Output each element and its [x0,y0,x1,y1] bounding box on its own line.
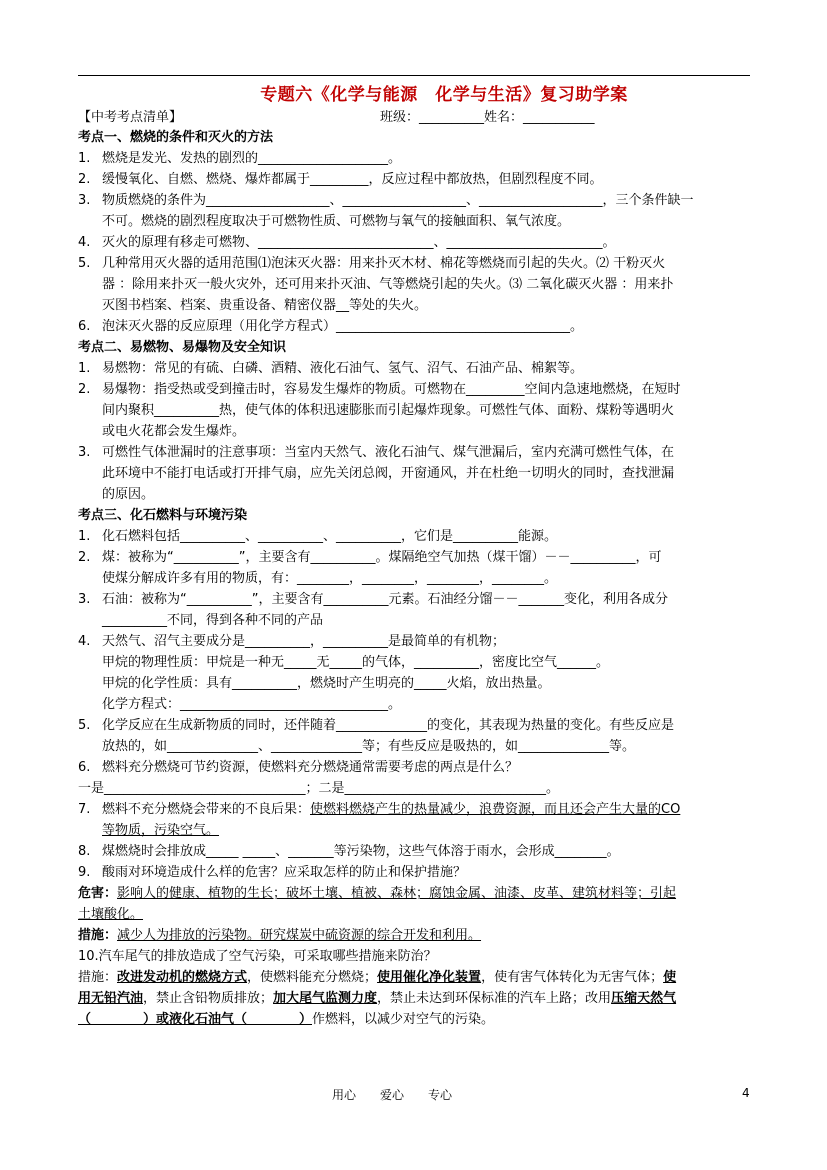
m10-c2: 作燃料，以减少对空气的污染。 [312,1012,495,1027]
list-label: 【中考考点清单】 [78,110,183,125]
list-item [78,757,750,778]
item-line: 甲烷的化学性质：具有__________，燃烧时产生明亮的_____火焰，放出热量。 [102,676,551,691]
item-number: 1. [78,361,91,376]
section-heading: 考点二、易燃物、易爆物及安全知识 [78,340,287,355]
q7 [78,799,750,841]
q7-question: 燃料不充分燃烧会带来的不良后果： [102,802,311,817]
item-line: 甲烷的物理性质：甲烷是一种无_____无_____的气体，__________，密度比空气______。 [102,655,610,670]
item-number: 2. [78,382,91,397]
m10-line-3 [78,1009,750,1030]
item-line: 化石燃料包括__________、__________、__________，它们是__________能源。 [102,529,558,544]
item-line: 可燃性气体泄漏时的注意事项：当室内天然气、液化石油气、煤气泄漏后，室内充满可燃性气体，在 [102,445,675,460]
measure-line [78,925,750,946]
item-number: 2. [78,550,91,565]
footer-motto: 用心 爱心 专心 [332,1088,453,1102]
item-line: 易燃物：常见的有硫、白磷、酒精、液化石油气、氢气、沼气、石油产品、棉絮等。 [102,361,584,376]
q7-answer-cont: 等物质，污染空气。 [102,823,220,838]
harm-label: 危害： [78,886,118,901]
item-line: 或电火花都会发生爆炸。 [102,424,246,439]
item-line: 缓慢氧化、自燃、燃烧、爆炸都属于_________，反应过程中都放热，但剧烈程度不同。 [102,172,603,187]
item-line: 易爆物：指受热或受到撞击时，容易发生爆炸的物质。可燃物在_________空间内急速地燃烧，在短时 [102,382,681,397]
m10-a1: 改进发动机的燃烧方式 [117,970,248,985]
item-number: 6. [78,319,91,334]
item-line: 灭火的原理有移走可燃物、___________________________、________________________。 [102,235,616,250]
m10-a5: 使 [663,970,677,985]
item-line: 天然气、沼气主要成分是__________，__________是最简单的有机物； [102,634,506,649]
item-number: 2. [78,172,91,187]
item-number: 1. [78,151,91,166]
item-line: 煤：被称为“__________”，主要含有__________。煤隔绝空气加热（煤干馏）－－__________，可 [102,550,662,565]
item-number: 4. [78,235,91,250]
q7-answer: 使燃料燃烧产生的热量减少，浪费资源，而且还会产生大量的CO [310,802,681,817]
item-line: 间内聚积__________热，使气体的体积迅速膨胀而引起爆炸现象。可燃性气体、面粉、煤粉等遇明火 [102,403,675,418]
list-item [78,631,750,715]
item-line: 几种常用灭火器的适用范围⑴泡沫灭火器：用来扑灭木材、棉花等燃烧而引起的失火。⑵ 干粉灭火 [102,256,666,271]
m10-label: 措施： [78,970,118,985]
document-title: 专题六《化学与能源 化学与生活》复习助学案 [260,85,628,105]
item-line: 石油：被称为“__________”，主要含有__________元素。石油经分馏－－_______变化，利用各成分 [102,592,668,607]
list-item [78,715,750,757]
list-item [78,316,750,337]
list-item [78,190,750,232]
q9 [78,862,750,883]
measure-text: 减少人为排放的污染物。研究煤炭中硫资源的综合开发和利用。 [117,928,482,943]
q8 [78,841,750,862]
header-line [78,106,750,125]
m10-b3: 加大尾气监测力度 [273,991,378,1006]
m10-a4: ，使有害气体转化为无害气体； [481,970,664,985]
item-number: 3. [78,592,91,607]
m10-line-1 [78,967,750,988]
list-item [78,169,750,190]
q6-answer-line: 一是_______________________________；二是_______________________________。 [78,781,560,796]
measure-label: 措施： [78,928,118,943]
item-line: __________不同，得到各种不同的产品 [102,613,324,628]
m10-b4: ，禁止未达到环保标准的汽车上路；改用 [377,991,612,1006]
item-number: 1. [78,529,91,544]
m10-c1: （ ）或液化石油气（ ） [78,1012,313,1027]
page-number: 4 [742,1086,750,1100]
harm-line [78,883,750,904]
item-line: 物质燃烧的条件为___________________、___________________、___________________，三个条件缺一 [102,193,694,208]
item-line: 的原因。 [102,487,155,502]
item-line: 化学反应在生成新物质的同时，还伴随着______________的变化，其表现为热量的变化。有些反应是 [102,718,675,733]
item-number: 6. [78,760,91,775]
q8-text: 煤燃烧时会排放成_____ _____、_______等污染物，这些气体溶于雨水，会形成________。 [102,844,620,859]
item-line: 泡沫灭火器的反应原理（用化学方程式）____________________________________。 [102,319,584,334]
harm-text: 影响人的健康、植物的生长；破坏土壤、植被、森林；腐蚀金属、油漆、皮革、建筑材料等；引起 [117,886,677,901]
class-name-line: 班级：__________姓名：___________ [380,110,595,125]
list-item [78,148,750,169]
item-number: 5. [78,718,91,733]
section-heading: 考点一、燃烧的条件和灭火的方法 [78,130,274,145]
list-item [78,232,750,253]
sections [78,127,750,778]
list-item [78,379,750,442]
m10-b2: ，禁止含铅物质排放； [143,991,274,1006]
content [78,127,750,1030]
header-rule [78,75,750,76]
q8-number: 8. [78,844,91,859]
list-item [78,253,750,316]
m10-a3: 使用催化净化装置 [377,970,482,985]
m10-b1: 用无铅汽油 [78,991,144,1006]
item-number: 3. [78,445,91,460]
q9-number: 9. [78,865,91,880]
item-line: 燃烧是发光、发热的剧烈的____________________。 [102,151,402,166]
item-line: 使煤分解成许多有用的物质，有：________，________，________，________。 [102,571,558,586]
item-line: 化学方程式：________________________________。 [102,697,402,712]
item-line: 放热的，如______________、______________等；有些反应是吸热的，如______________等。 [102,739,636,754]
list-item [78,358,750,379]
m10-a2: ，使燃料能充分燃烧； [247,970,378,985]
q7-number: 7. [78,802,91,817]
item-line: 燃料充分燃烧可节约资源，使燃料充分燃烧通常需要考虑的两点是什么？ [102,760,519,775]
harm-text-cont: 土壤酸化。 [78,907,144,922]
q10-text: 10.汽车尾气的排放造成了空气污染，可采取哪些措施来防治？ [78,949,437,964]
item-number: 5. [78,256,91,271]
m10-b5: 压缩天然气 [611,991,677,1006]
list-item [78,442,750,505]
item-line: 此环境中不能打电话或打开排气扇，应先关闭总阀，开窗通风，并在杜绝一切明火的同时，查找泄漏 [102,466,675,481]
item-number: 4. [78,634,91,649]
section-heading: 考点三、化石燃料与环境污染 [78,508,248,523]
item-line: 不可。燃烧的剧烈程度取决于可燃物性质、可燃物与氧气的接触面积、氧气浓度。 [102,214,571,229]
item-line: 灭图书档案、档案、贵重设备、精密仪器__等处的失火。 [102,298,428,313]
item-line: 器 ：除用来扑灭一般火灾外，还可用来扑灭油、气等燃烧引起的失火。⑶ 二氧化碳灭火器 ：用来扑 [102,277,674,292]
item-number: 3. [78,193,91,208]
q9-text: 酸雨对环境造成什么样的危害？应采取怎样的防止和保护措施？ [102,865,467,880]
m10-line-2 [78,988,750,1009]
list-item [78,547,750,589]
list-item [78,526,750,547]
list-item [78,589,750,631]
